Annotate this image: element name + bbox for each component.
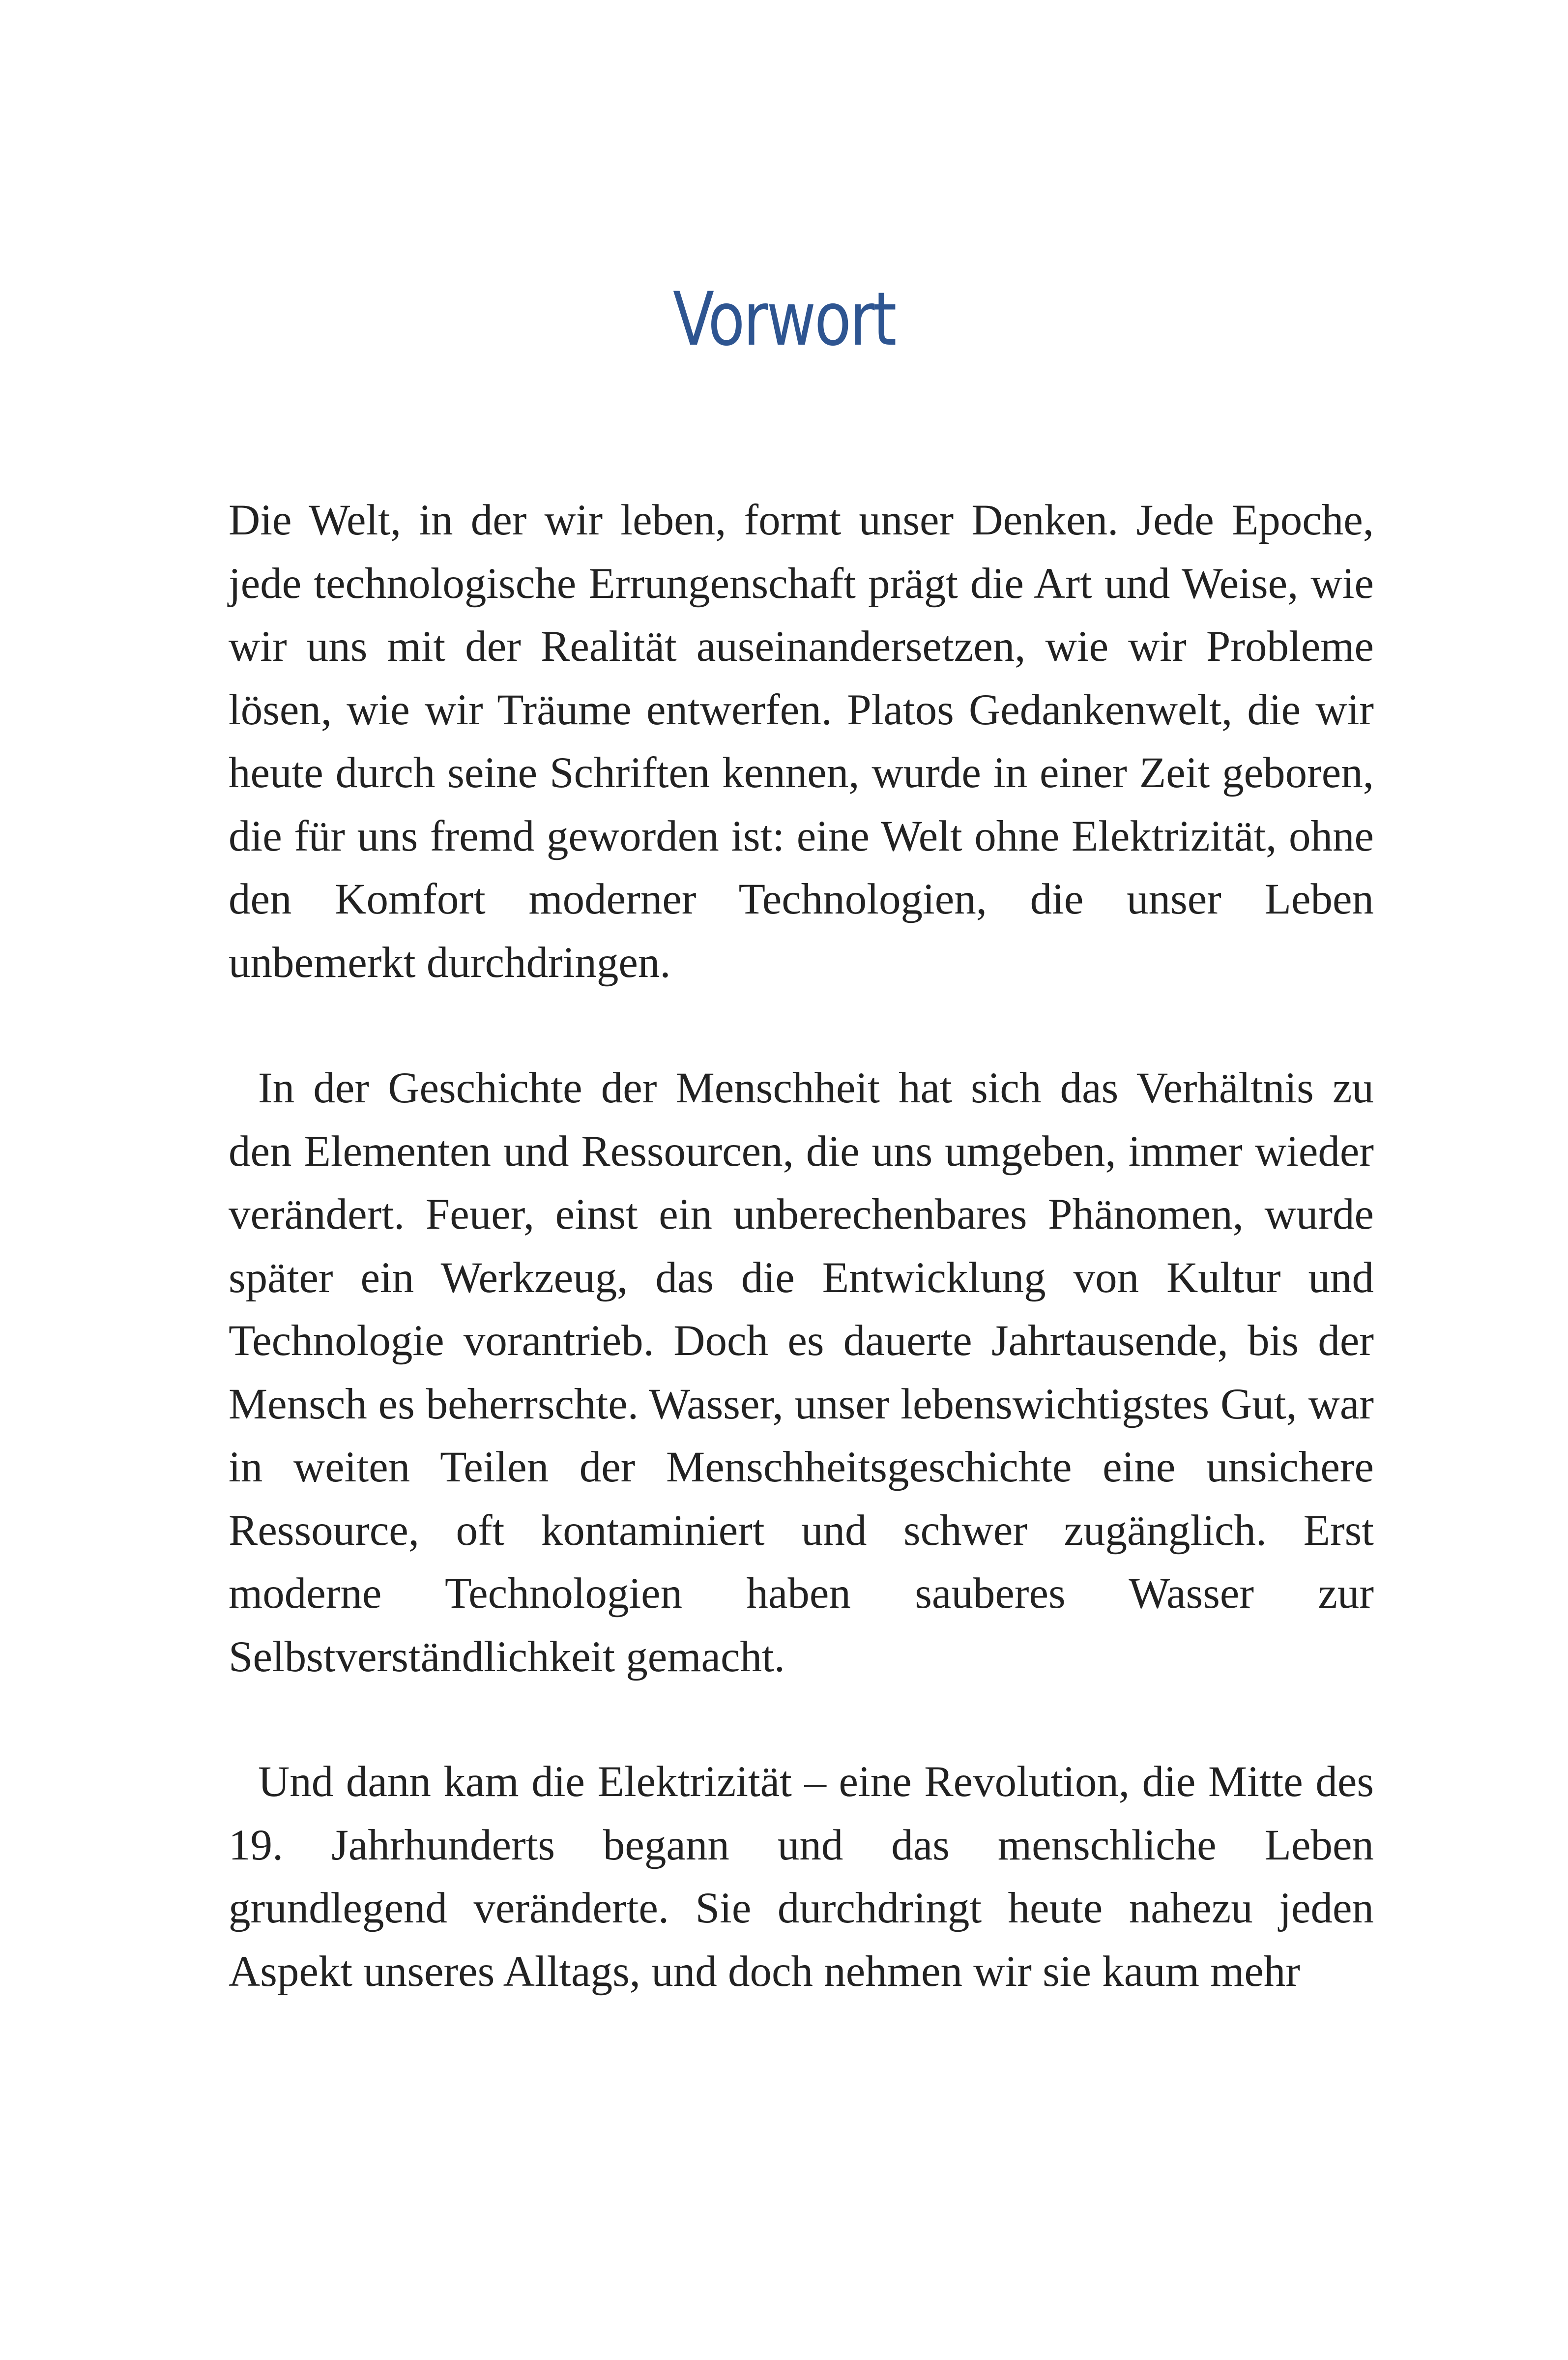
- paragraph-3: Und dann kam die Elektrizität – eine Revolution, die Mitte des 19. Jahrhunderts begann und das menschliche Leben grundlegend veränderte. Sie durchdringt heute nahezu jeden Aspekt unseres Alltags, und doch nehmen wir sie kaum mehr: [229, 1758, 1374, 1996]
- paragraph-1: Die Welt, in der wir leben, formt unser Denken. Jede Epoche, jede technologische Errungenschaft prägt die Art und Weise, wie wir uns mit der Realität auseinandersetzen, wie wir Probleme lösen, wie wir Träume entwerfen. Platos Gedankenwelt, die wir heute durch seine Schriften kennen, wurde in einer Zeit geboren, die für uns fremd geworden ist: eine Welt ohne Elektrizität, ohne den Komfort moderner Technologien, die unser Leben unbemerkt durchdringen.: [229, 496, 1374, 987]
- chapter-title: Vorwort: [672, 277, 896, 362]
- paragraph-2: In der Geschichte der Menschheit hat sich das Verhältnis zu den Elementen und Ressourcen, die uns umgeben, immer wieder verändert. Feuer, einst ein unberechenbares Phänomen, wurde später ein Werkzeug, das die Entwicklung von Kultur und Technologie vorantrieb. Doch es dauerte Jahrtausende, bis der Mensch es beherrschte. Wasser, unser lebenswichtigstes Gut, war in weiten Teilen der Menschheitsgeschichte eine unsichere Ressource, oft kontaminiert und schwer zugänglich. Erst moderne Technologien haben sauberes Wasser zur Selbstverständlichkeit gemacht.: [229, 1064, 1374, 1681]
